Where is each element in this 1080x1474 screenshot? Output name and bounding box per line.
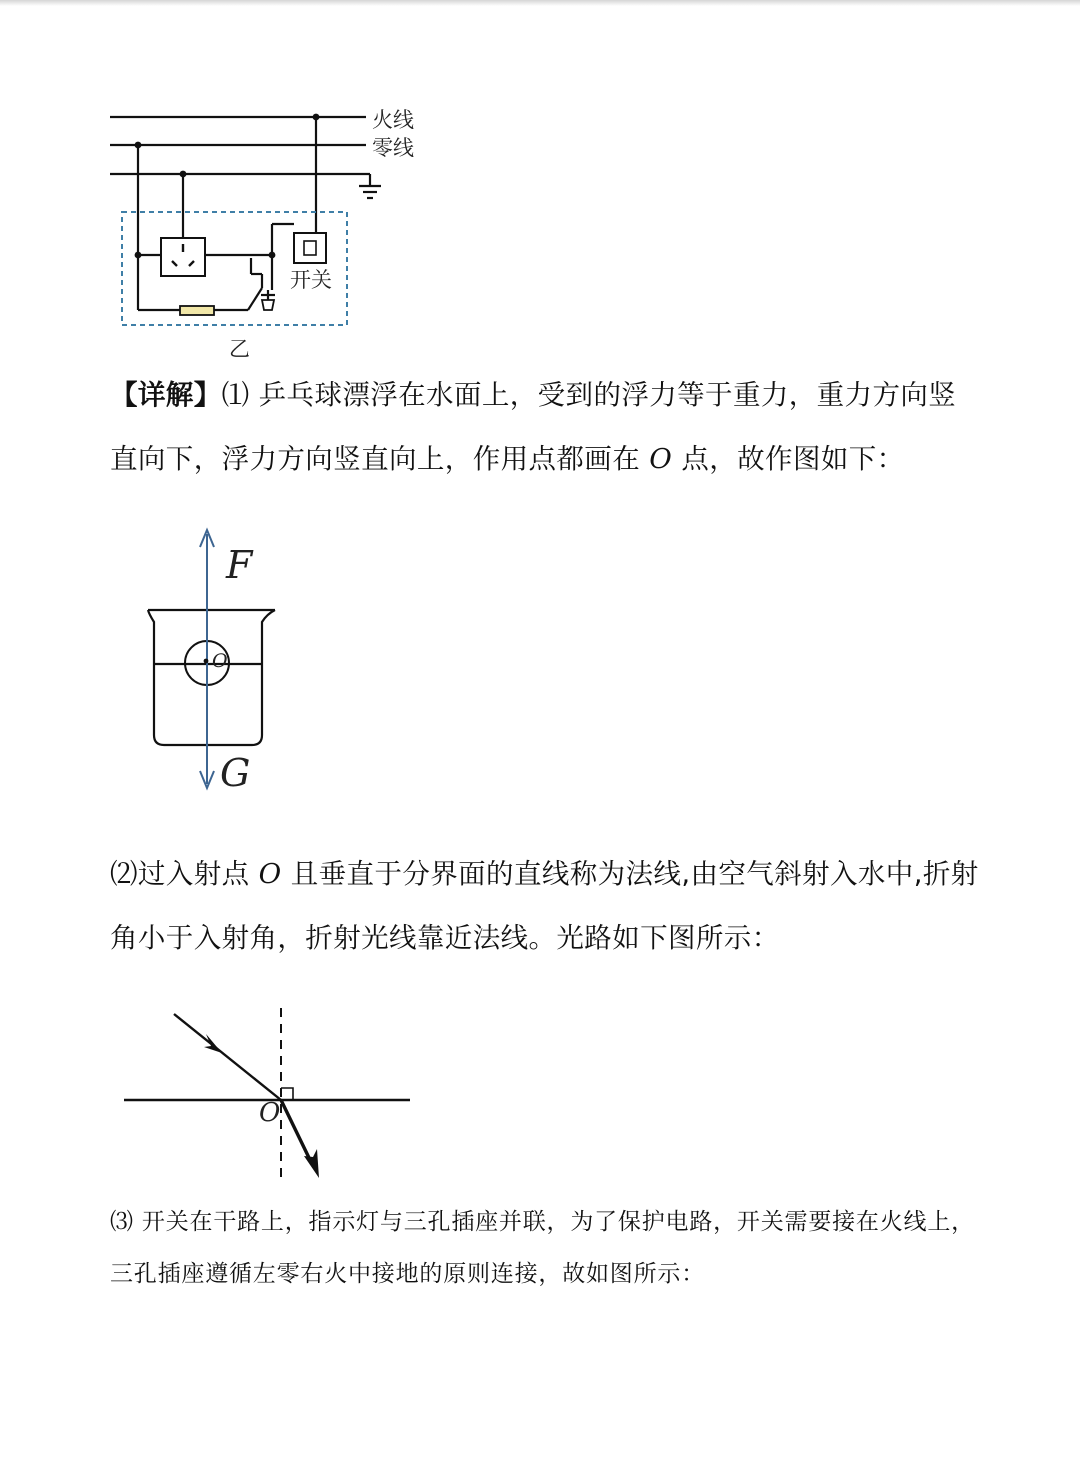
switch-label: 开关 (290, 268, 332, 292)
detail-1-number: ⑴ (221, 379, 250, 411)
incident-ray (174, 1014, 281, 1100)
detail-1-text-b: 点，故作图如下： (672, 443, 905, 475)
refracted-ray (281, 1100, 312, 1164)
incident-arrowhead (204, 1034, 222, 1053)
force-f-label: F (226, 543, 253, 587)
detail-3-paragraph (110, 1196, 980, 1300)
beaker-point-label: O (212, 650, 228, 672)
detail-3-text: 开关在干路上，指示灯与三孔插座并联，为了保护电路，开关需要接在火线上，三孔插座遵循左零右火中接地的原则连接，故如图所示： (110, 1209, 975, 1287)
detail-header: 【详解】 (110, 379, 222, 411)
refraction-point-label: O (259, 1098, 281, 1128)
detail-2-text-a: 过入射点 (137, 858, 259, 890)
live-wire-label: 火线 (372, 108, 414, 132)
figure-caption: 乙 (229, 337, 250, 361)
detail-1-text-a: 乒乓球漂浮在水面上，受到的浮力等于重力，重力方向竖直向下，浮力方向竖直向上，作用点都画在 (110, 379, 957, 475)
neutral-wire-label: 零线 (372, 136, 414, 160)
point-o-label-2: O (258, 858, 282, 890)
point-o-label: O (649, 443, 673, 475)
force-g-label: G (220, 751, 251, 795)
detail-3-number: ⑶ (110, 1209, 134, 1235)
detail-2-text-b: 且垂直于分界面的直线称为法线,由空气斜射入水中,折射角小于入射角，折射光线靠近法线。光路如下图所示： (110, 858, 979, 954)
detail-2-number: ⑵ (110, 858, 138, 890)
right-angle-mark (281, 1088, 293, 1100)
